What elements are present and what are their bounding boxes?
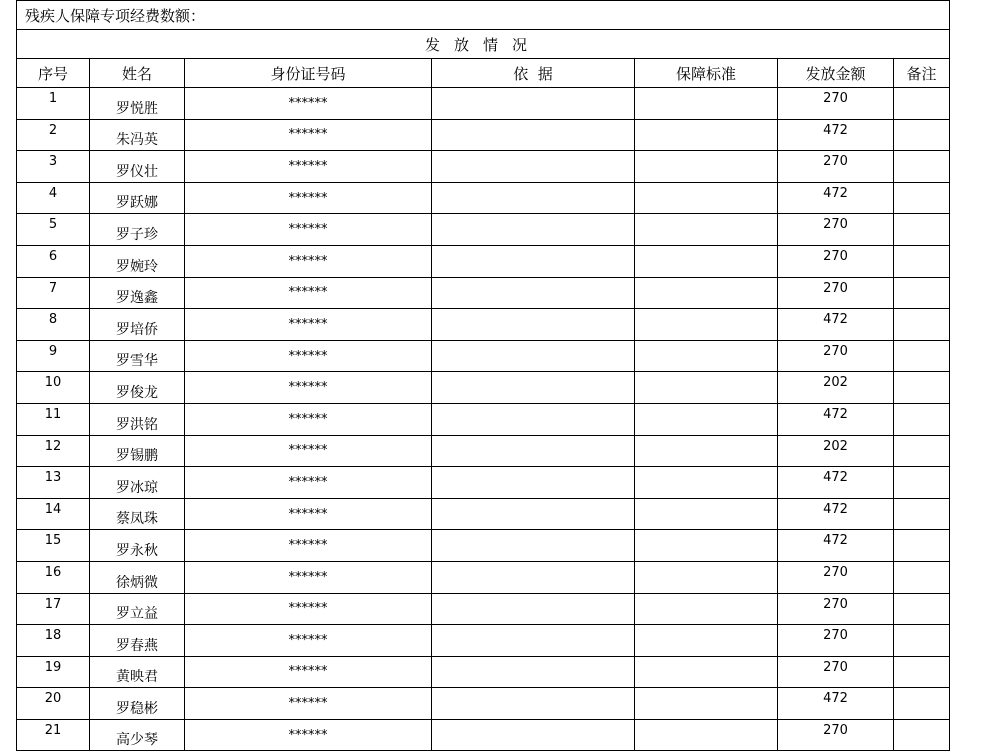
row-amount: 472 [778,498,894,530]
row-name: 罗仪壮 [90,151,185,183]
row-basis [432,593,635,625]
row-index: 15 [17,530,90,562]
table-row [17,372,950,404]
row-id-number: ****** [185,688,432,720]
row-basis [432,277,635,309]
row-index: 6 [17,245,90,277]
row-standard [635,719,778,751]
section-heading: 发放情况 [17,30,950,59]
row-remark [894,467,950,499]
row-index: 3 [17,151,90,183]
row-amount: 472 [778,119,894,151]
row-standard [635,214,778,246]
row-index: 5 [17,214,90,246]
row-remark [894,88,950,120]
row-index: 13 [17,467,90,499]
table-row [17,309,950,341]
row-index: 9 [17,340,90,372]
row-remark [894,403,950,435]
table-row [17,498,950,530]
row-remark [894,372,950,404]
table-row [17,214,950,246]
row-remark [894,151,950,183]
row-remark [894,309,950,341]
row-amount: 472 [778,403,894,435]
row-standard [635,309,778,341]
row-basis [432,688,635,720]
row-name: 罗婉玲 [90,245,185,277]
row-index: 18 [17,625,90,657]
row-id-number: ****** [185,309,432,341]
row-index: 21 [17,719,90,751]
row-remark [894,656,950,688]
table-row [17,435,950,467]
row-index: 1 [17,88,90,120]
row-basis [432,656,635,688]
row-amount: 270 [778,561,894,593]
row-amount: 270 [778,214,894,246]
row-name: 徐炳微 [90,561,185,593]
header-standard: 保障标准 [635,59,778,88]
row-name: 罗悦胜 [90,88,185,120]
table-row [17,403,950,435]
row-name: 黄映君 [90,656,185,688]
row-id-number: ****** [185,561,432,593]
row-index: 10 [17,372,90,404]
row-standard [635,182,778,214]
header-amount: 发放金额 [778,59,894,88]
table-row [17,245,950,277]
row-basis [432,530,635,562]
header-remark: 备注 [894,59,950,88]
row-remark [894,435,950,467]
row-index: 19 [17,656,90,688]
row-amount: 270 [778,277,894,309]
row-standard [635,277,778,309]
row-index: 11 [17,403,90,435]
row-amount: 270 [778,340,894,372]
row-id-number: ****** [185,656,432,688]
row-standard [635,88,778,120]
row-remark [894,340,950,372]
row-remark [894,625,950,657]
row-name: 罗冰琼 [90,467,185,499]
row-name: 罗锡鹏 [90,435,185,467]
table-row [17,625,950,657]
title-row [17,1,950,30]
row-basis [432,372,635,404]
row-basis [432,151,635,183]
row-remark [894,719,950,751]
row-amount: 202 [778,372,894,404]
row-name: 罗春燕 [90,625,185,657]
row-standard [635,593,778,625]
row-basis [432,403,635,435]
row-amount: 270 [778,625,894,657]
row-id-number: ****** [185,719,432,751]
row-basis [432,245,635,277]
row-amount: 270 [778,719,894,751]
row-id-number: ****** [185,88,432,120]
row-standard [635,403,778,435]
row-name: 罗俊龙 [90,372,185,404]
row-index: 4 [17,182,90,214]
table-row [17,467,950,499]
table-row [17,719,950,751]
row-amount: 270 [778,88,894,120]
row-name: 罗跃娜 [90,182,185,214]
table-row [17,530,950,562]
header-index: 序号 [17,59,90,88]
row-remark [894,561,950,593]
row-standard [635,435,778,467]
row-standard [635,530,778,562]
row-standard [635,625,778,657]
row-name: 高少琴 [90,719,185,751]
row-amount: 270 [778,245,894,277]
row-index: 17 [17,593,90,625]
row-amount: 270 [778,656,894,688]
row-id-number: ****** [185,498,432,530]
row-standard [635,119,778,151]
row-id-number: ****** [185,530,432,562]
row-name: 蔡凤珠 [90,498,185,530]
row-id-number: ****** [185,435,432,467]
header-row [17,59,950,88]
header-name: 姓名 [90,59,185,88]
table-row [17,688,950,720]
row-id-number: ****** [185,119,432,151]
row-amount: 270 [778,151,894,183]
row-amount: 472 [778,182,894,214]
row-basis [432,467,635,499]
row-remark [894,530,950,562]
row-remark [894,593,950,625]
row-standard [635,561,778,593]
row-basis [432,340,635,372]
row-basis [432,309,635,341]
row-name: 罗洪铭 [90,403,185,435]
row-remark [894,214,950,246]
row-basis [432,719,635,751]
row-id-number: ****** [185,403,432,435]
row-standard [635,498,778,530]
row-name: 罗立益 [90,593,185,625]
row-id-number: ****** [185,182,432,214]
table-row [17,182,950,214]
row-id-number: ****** [185,151,432,183]
table-row [17,277,950,309]
row-standard [635,467,778,499]
row-id-number: ****** [185,467,432,499]
table-row [17,593,950,625]
row-basis [432,88,635,120]
row-amount: 472 [778,530,894,562]
table-row [17,119,950,151]
row-remark [894,119,950,151]
row-name: 罗子珍 [90,214,185,246]
row-basis [432,119,635,151]
row-id-number: ****** [185,593,432,625]
table-row [17,340,950,372]
row-remark [894,688,950,720]
row-id-number: ****** [185,277,432,309]
row-id-number: ****** [185,245,432,277]
row-standard [635,656,778,688]
row-id-number: ****** [185,340,432,372]
row-amount: 472 [778,309,894,341]
row-amount: 202 [778,435,894,467]
row-index: 14 [17,498,90,530]
row-remark [894,277,950,309]
row-basis [432,561,635,593]
row-index: 20 [17,688,90,720]
row-remark [894,498,950,530]
table-row [17,88,950,120]
row-standard [635,372,778,404]
row-basis [432,498,635,530]
row-name: 罗稳彬 [90,688,185,720]
row-basis [432,435,635,467]
table-row [17,656,950,688]
row-standard [635,151,778,183]
row-index: 16 [17,561,90,593]
header-id-number: 身份证号码 [185,59,432,88]
section-row [17,30,950,59]
row-basis [432,625,635,657]
row-name: 罗雪华 [90,340,185,372]
row-index: 8 [17,309,90,341]
row-amount: 472 [778,467,894,499]
row-name: 朱冯英 [90,119,185,151]
row-id-number: ****** [185,214,432,246]
row-id-number: ****** [185,625,432,657]
row-index: 12 [17,435,90,467]
row-name: 罗永秋 [90,530,185,562]
table-row [17,151,950,183]
row-name: 罗逸鑫 [90,277,185,309]
row-index: 2 [17,119,90,151]
row-basis [432,214,635,246]
payment-table [16,0,950,751]
row-standard [635,245,778,277]
row-amount: 472 [778,688,894,720]
row-basis [432,182,635,214]
row-standard [635,340,778,372]
row-remark [894,182,950,214]
row-index: 7 [17,277,90,309]
row-id-number: ****** [185,372,432,404]
row-amount: 270 [778,593,894,625]
table-title: 残疾人保障专项经费数额： [17,1,950,30]
row-standard [635,688,778,720]
row-name: 罗培侨 [90,309,185,341]
row-remark [894,245,950,277]
header-basis: 依 据 [432,59,635,88]
table-row [17,561,950,593]
